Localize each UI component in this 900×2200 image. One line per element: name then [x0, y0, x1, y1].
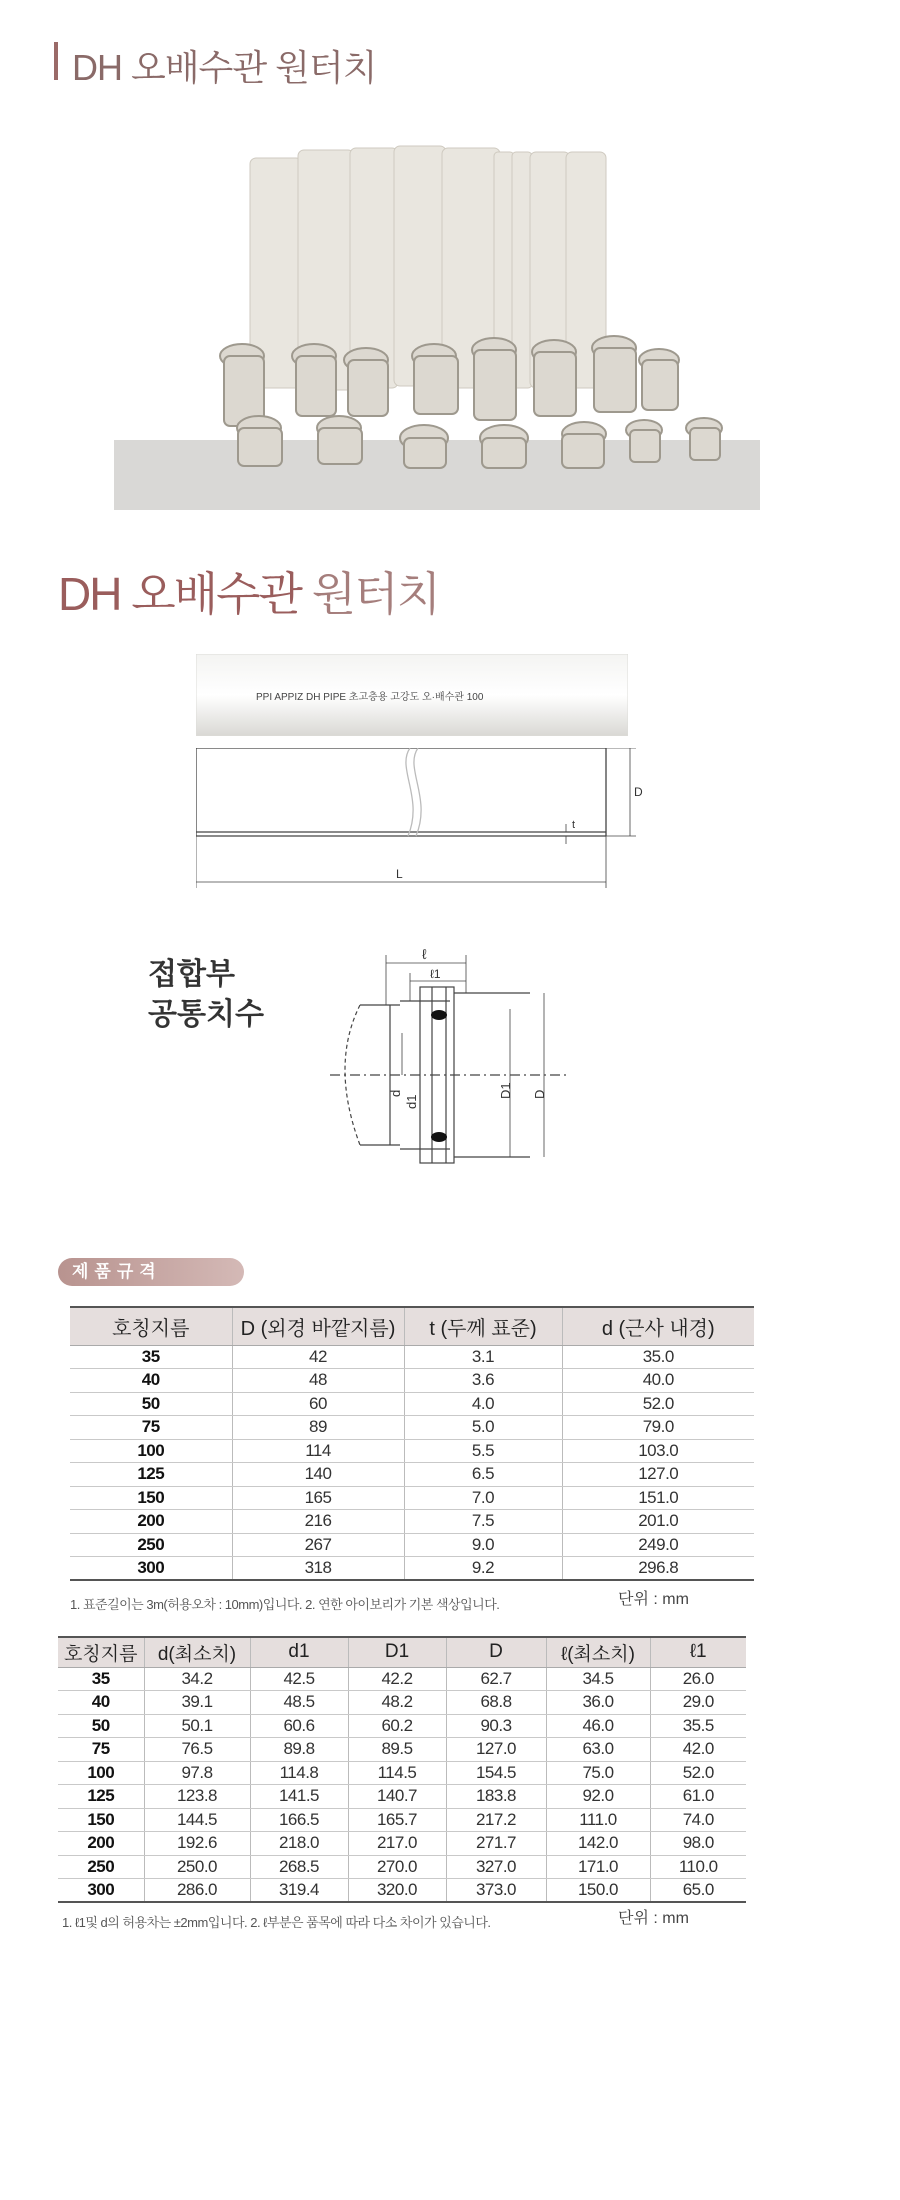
table-cell: 140: [232, 1463, 404, 1487]
nominal-size-cell: 35: [70, 1345, 232, 1369]
table-cell: 75.0: [546, 1761, 650, 1785]
table-cell: 48: [232, 1369, 404, 1393]
table-cell: 46.0: [546, 1714, 650, 1738]
table2-note: 1. ℓ1및 d의 허용차는 ±2mm입니다. 2. ℓ부분은 품목에 따라 다소 차이가 있습니다.: [62, 1915, 491, 1930]
table-cell: 296.8: [562, 1557, 754, 1581]
joint-dimension-drawing: [330, 945, 600, 1215]
table-cell: 60: [232, 1392, 404, 1416]
table2-unit: 단위 : mm: [618, 1910, 689, 1927]
table-cell: 61.0: [650, 1785, 746, 1809]
table-cell: 320.0: [348, 1879, 446, 1903]
table-cell: 110.0: [650, 1855, 746, 1879]
pipe-spec-table: [70, 1306, 754, 1581]
nominal-size-cell: 50: [58, 1714, 144, 1738]
table-cell: 217.0: [348, 1832, 446, 1856]
table-row: [58, 1855, 746, 1879]
table-cell: 42.5: [250, 1667, 348, 1691]
table-row: [70, 1557, 754, 1581]
table-cell: 127.0: [562, 1463, 754, 1487]
table-cell: 114: [232, 1439, 404, 1463]
column-header: ℓ(최소치): [546, 1637, 650, 1667]
section-title-prefix: DH 오배수관: [58, 568, 301, 620]
nominal-size-cell: 125: [58, 1785, 144, 1809]
table-cell: 127.0: [446, 1738, 546, 1762]
table-row: [70, 1416, 754, 1440]
table-cell: 114.8: [250, 1761, 348, 1785]
column-header: D1: [348, 1637, 446, 1667]
table-cell: 5.0: [404, 1416, 562, 1440]
column-header: d (근사 내경): [562, 1307, 754, 1345]
nominal-size-cell: 40: [70, 1369, 232, 1393]
table-cell: 35.5: [650, 1714, 746, 1738]
table-cell: 286.0: [144, 1879, 250, 1903]
joint-spec-table: [58, 1636, 746, 1903]
table-cell: 89: [232, 1416, 404, 1440]
table-row: [58, 1714, 746, 1738]
pipe-photo: [196, 654, 628, 736]
table-cell: 42: [232, 1345, 404, 1369]
table-header-row: [58, 1637, 746, 1667]
table-cell: 74.0: [650, 1808, 746, 1832]
table-cell: 9.0: [404, 1533, 562, 1557]
table-cell: 3.1: [404, 1345, 562, 1369]
table-cell: 48.5: [250, 1691, 348, 1715]
table-row: [58, 1808, 746, 1832]
table-cell: 50.1: [144, 1714, 250, 1738]
pipe-dimension-drawing: [196, 748, 646, 908]
page-header-title: [72, 40, 376, 91]
joint-label-D: D: [532, 1089, 547, 1099]
table-cell: 373.0: [446, 1879, 546, 1903]
table-row: [58, 1879, 746, 1903]
table-row: [70, 1510, 754, 1534]
pipe-print-text: PPI APPIZ DH PIPE 초고층용 고강도 오·배수관 100: [256, 692, 484, 703]
table-row: [70, 1369, 754, 1393]
table-cell: 327.0: [446, 1855, 546, 1879]
nominal-size-cell: 150: [58, 1808, 144, 1832]
table-cell: 35.0: [562, 1345, 754, 1369]
table-cell: 9.2: [404, 1557, 562, 1581]
table-cell: 29.0: [650, 1691, 746, 1715]
table1-unit: 단위 : mm: [618, 1591, 689, 1608]
column-header: D: [446, 1637, 546, 1667]
column-header: d1: [250, 1637, 348, 1667]
table-cell: 192.6: [144, 1832, 250, 1856]
column-header: ℓ1: [650, 1637, 746, 1667]
table-cell: 79.0: [562, 1416, 754, 1440]
table-cell: 42.2: [348, 1667, 446, 1691]
nominal-size-cell: 50: [70, 1392, 232, 1416]
table-row: [70, 1463, 754, 1487]
table-cell: 40.0: [562, 1369, 754, 1393]
table-cell: 216: [232, 1510, 404, 1534]
nominal-size-cell: 75: [58, 1738, 144, 1762]
table-row: [58, 1761, 746, 1785]
dim-label-d: D: [634, 785, 643, 799]
table-cell: 7.5: [404, 1510, 562, 1534]
column-header: D (외경 바깥지름): [232, 1307, 404, 1345]
table-cell: 151.0: [562, 1486, 754, 1510]
table-cell: 218.0: [250, 1832, 348, 1856]
joint-label-line1: 접합부: [148, 958, 235, 991]
table-cell: 154.5: [446, 1761, 546, 1785]
table-cell: 60.6: [250, 1714, 348, 1738]
joint-label-d1: d1: [404, 1094, 419, 1109]
table-row: [58, 1738, 746, 1762]
table-cell: 98.0: [650, 1832, 746, 1856]
table-row: [70, 1345, 754, 1369]
joint-label-line2: 공통치수: [148, 998, 264, 1031]
nominal-size-cell: 125: [70, 1463, 232, 1487]
table-cell: 3.6: [404, 1369, 562, 1393]
table-cell: 166.5: [250, 1808, 348, 1832]
table-header-row: [70, 1307, 754, 1345]
table-cell: 4.0: [404, 1392, 562, 1416]
nominal-size-cell: 100: [70, 1439, 232, 1463]
table-cell: 142.0: [546, 1832, 650, 1856]
table-cell: 268.5: [250, 1855, 348, 1879]
table-row: [58, 1832, 746, 1856]
table-cell: 165: [232, 1486, 404, 1510]
table-cell: 7.0: [404, 1486, 562, 1510]
table-cell: 34.2: [144, 1667, 250, 1691]
header-title-prefix: DH 오배수관: [72, 47, 267, 88]
table-cell: 250.0: [144, 1855, 250, 1879]
column-header: 호칭지름: [58, 1637, 144, 1667]
column-header: 호칭지름: [70, 1307, 232, 1345]
joint-label-D1: D1: [498, 1082, 513, 1099]
nominal-size-cell: 35: [58, 1667, 144, 1691]
table-cell: 183.8: [446, 1785, 546, 1809]
nominal-size-cell: 250: [58, 1855, 144, 1879]
joint-label-d: d: [388, 1089, 403, 1097]
table-cell: 42.0: [650, 1738, 746, 1762]
table-cell: 76.5: [144, 1738, 250, 1762]
section-title: [58, 558, 439, 624]
joint-label: [148, 955, 264, 1035]
nominal-size-cell: 300: [58, 1879, 144, 1903]
table-cell: 249.0: [562, 1533, 754, 1557]
table-cell: 52.0: [650, 1761, 746, 1785]
table-cell: 63.0: [546, 1738, 650, 1762]
table-cell: 114.5: [348, 1761, 446, 1785]
product-photo: [114, 138, 760, 510]
table-cell: 60.2: [348, 1714, 446, 1738]
table-cell: 267: [232, 1533, 404, 1557]
joint-label-l1: ℓ1: [430, 967, 441, 981]
table-cell: 65.0: [650, 1879, 746, 1903]
table-cell: 6.5: [404, 1463, 562, 1487]
table-cell: 52.0: [562, 1392, 754, 1416]
table-cell: 89.5: [348, 1738, 446, 1762]
table-row: [58, 1667, 746, 1691]
table-cell: 26.0: [650, 1667, 746, 1691]
table-row: [58, 1785, 746, 1809]
nominal-size-cell: 250: [70, 1533, 232, 1557]
table-cell: 48.2: [348, 1691, 446, 1715]
table-cell: 271.7: [446, 1832, 546, 1856]
table-cell: 89.8: [250, 1738, 348, 1762]
table-cell: 165.7: [348, 1808, 446, 1832]
table-cell: 97.8: [144, 1761, 250, 1785]
table-cell: 150.0: [546, 1879, 650, 1903]
table-cell: 201.0: [562, 1510, 754, 1534]
table-cell: 34.5: [546, 1667, 650, 1691]
column-header: t (두께 표준): [404, 1307, 562, 1345]
table-cell: 90.3: [446, 1714, 546, 1738]
table-cell: 68.8: [446, 1691, 546, 1715]
table-cell: 270.0: [348, 1855, 446, 1879]
nominal-size-cell: 100: [58, 1761, 144, 1785]
nominal-size-cell: 150: [70, 1486, 232, 1510]
table-cell: 39.1: [144, 1691, 250, 1715]
nominal-size-cell: 300: [70, 1557, 232, 1581]
table-cell: 62.7: [446, 1667, 546, 1691]
dim-label-l: L: [396, 867, 403, 881]
section-title-suffix: 원터치: [311, 568, 440, 620]
spec-section-pill: 제품규격: [58, 1258, 244, 1286]
table-cell: 141.5: [250, 1785, 348, 1809]
table-row: [70, 1533, 754, 1557]
nominal-size-cell: 40: [58, 1691, 144, 1715]
table-cell: 140.7: [348, 1785, 446, 1809]
table-cell: 144.5: [144, 1808, 250, 1832]
nominal-size-cell: 200: [58, 1832, 144, 1856]
table-row: [58, 1691, 746, 1715]
header-accent-bar: [54, 42, 58, 80]
table1-note: 1. 표준길이는 3m(허용오차 : 10mm)입니다. 2. 연한 아이보리가 기본 색상입니다.: [70, 1597, 500, 1612]
header-title-suffix: 원터치: [275, 47, 377, 88]
table-cell: 318: [232, 1557, 404, 1581]
nominal-size-cell: 75: [70, 1416, 232, 1440]
table-cell: 5.5: [404, 1439, 562, 1463]
table-cell: 103.0: [562, 1439, 754, 1463]
joint-label-l: ℓ: [422, 946, 427, 962]
column-header: d(최소치): [144, 1637, 250, 1667]
table-cell: 92.0: [546, 1785, 650, 1809]
table-row: [70, 1439, 754, 1463]
nominal-size-cell: 200: [70, 1510, 232, 1534]
table-cell: 111.0: [546, 1808, 650, 1832]
table-cell: 319.4: [250, 1879, 348, 1903]
table-row: [70, 1392, 754, 1416]
table-cell: 171.0: [546, 1855, 650, 1879]
table-cell: 36.0: [546, 1691, 650, 1715]
dim-label-t: t: [572, 819, 576, 831]
table-row: [70, 1486, 754, 1510]
table-cell: 123.8: [144, 1785, 250, 1809]
table-cell: 217.2: [446, 1808, 546, 1832]
